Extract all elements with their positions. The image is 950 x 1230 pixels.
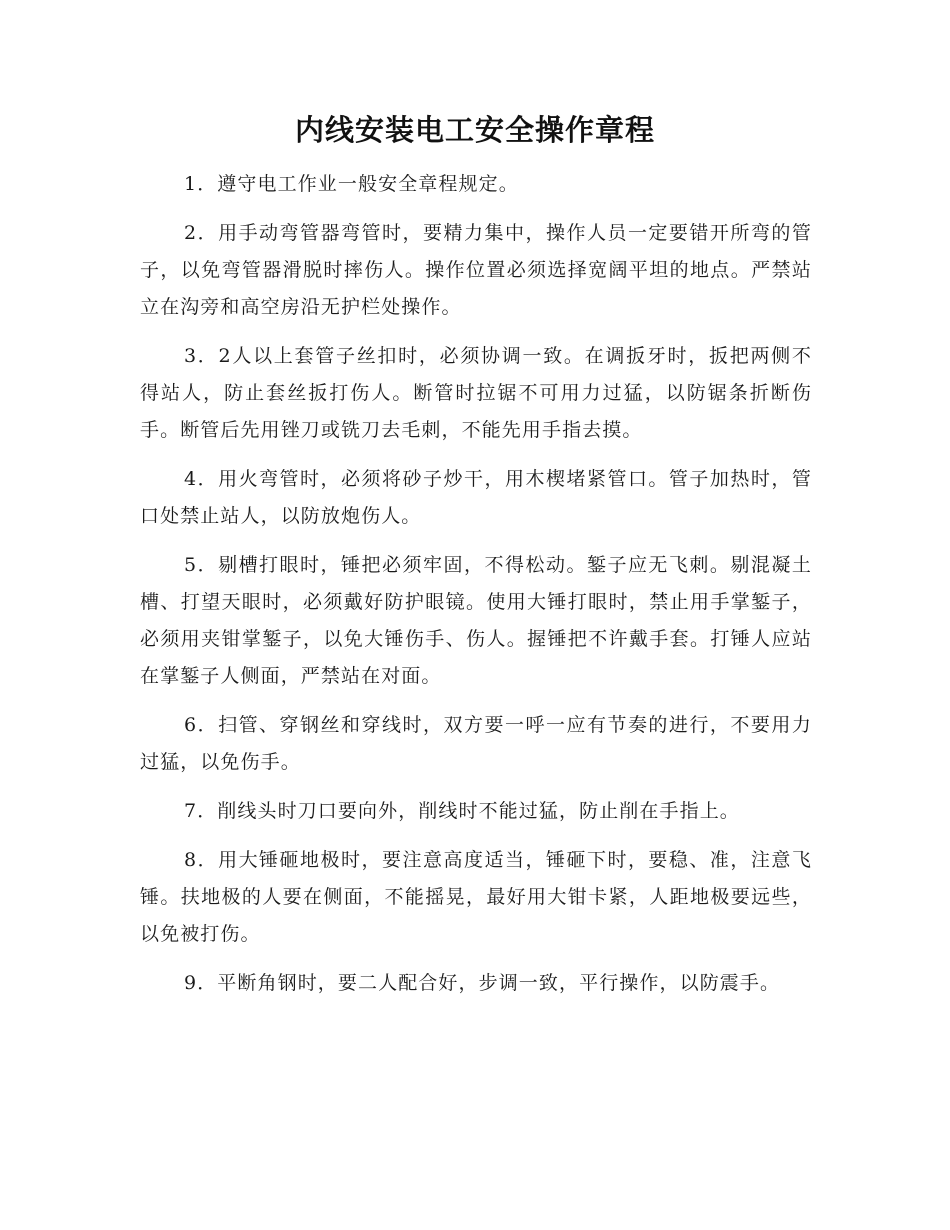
paragraph-4: 4．用火弯管时，必须将砂子炒干，用木楔堵紧管口。管子加热时，管口处禁止站人，以防放炮伤人。	[140, 468, 812, 527]
paragraph-9: 9．平断角钢时，要二人配合好，步调一致，平行操作，以防震手。	[184, 972, 781, 994]
paragraph-6: 6．扫管、穿钢丝和穿线时，双方要一呼一应有节奏的进行，不要用力过猛，以免伤手。	[140, 714, 812, 773]
paragraph-2: 2．用手动弯管器弯管时，要精力集中，操作人员一定要错开所弯的管子，以免弯管器滑脱时摔伤人。操作位置必须选择宽阔平坦的地点。严禁站立在沟旁和高空房沿无护栏处操作。	[140, 222, 812, 318]
paragraph-1: 1．遵守电工作业一般安全章程规定。	[184, 173, 519, 195]
paragraph-5: 5．剔槽打眼时，锤把必须牢固，不得松动。錾子应无飞刺。剔混凝土槽、打望天眼时，必须戴好防护眼镜。使用大锤打眼时，禁止用手掌錾子，必须用夹钳掌錾子，以免大锤伤手、伤人。握锤把不许戴手套。打锤人应站在掌錾子人侧面，严禁站在对面。	[140, 554, 812, 687]
document-body	[140, 166, 812, 1014]
paragraph-3: 3．2人以上套管子丝扣时，必须协调一致。在调扳牙时，扳把两侧不得站人，防止套丝扳打伤人。断管时拉锯不可用力过猛，以防锯条折断伤手。断管后先用锉刀或铣刀去毛刺，不能先用手指去摸。	[140, 345, 812, 441]
document-title: 内线安装电工安全操作章程	[294, 113, 655, 147]
paragraph-7: 7．削线头时刀口要向外，削线时不能过猛，防止削在手指上。	[184, 800, 740, 822]
paragraph-8: 8．用大锤砸地极时，要注意高度适当，锤砸下时，要稳、准，注意飞锤。扶地极的人要在侧面，不能摇晃，最好用大钳卡紧，人距地极要远些，以免被打伤。	[140, 849, 812, 945]
